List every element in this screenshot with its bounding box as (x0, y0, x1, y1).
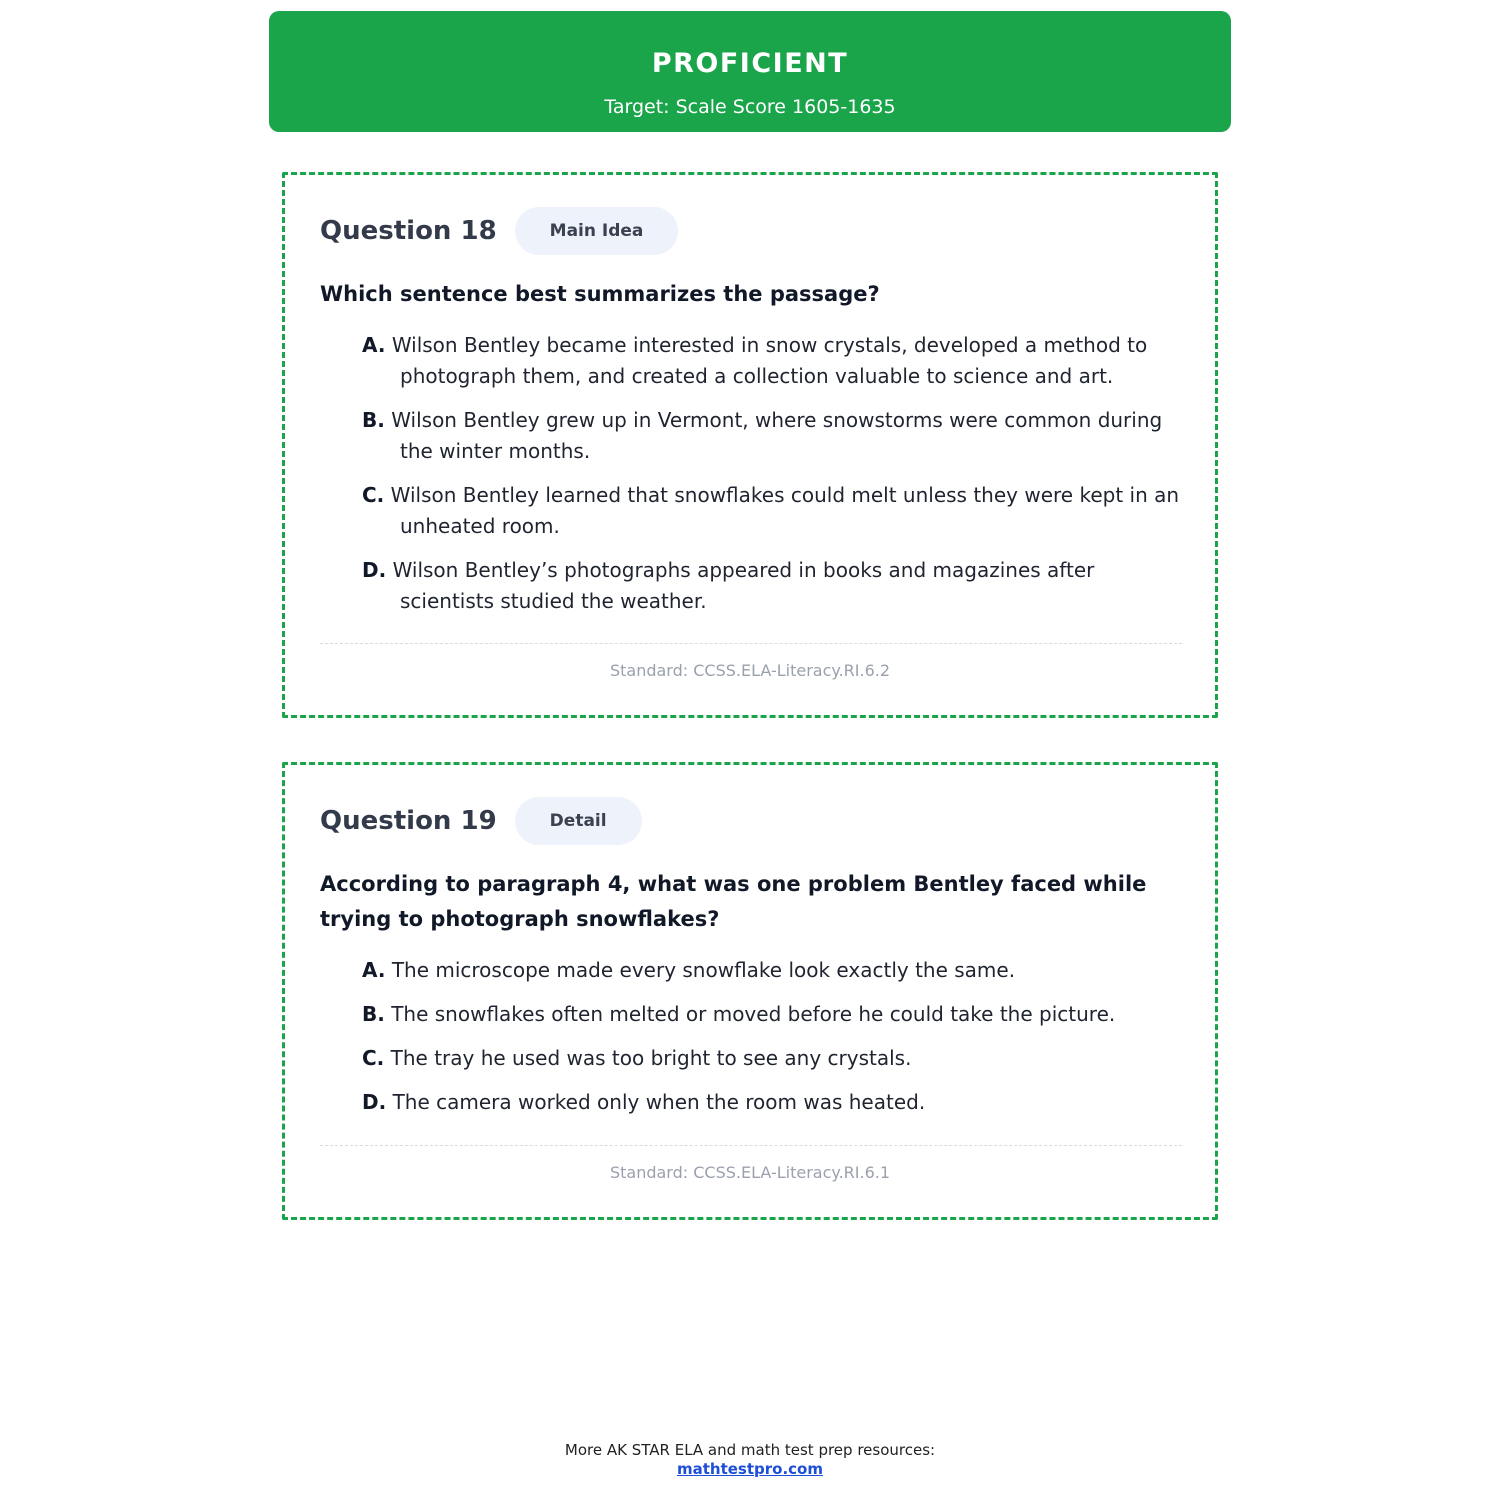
question-title: Question 18 (320, 216, 497, 246)
option-text: Wilson Bentley’s photographs appeared in books and magazines after scientists studied the weather. (392, 558, 1095, 613)
footer-text: More AK STAR ELA and math test prep resources: (564, 1441, 936, 1459)
answer-options (362, 955, 1192, 1131)
skill-tag: Main Idea (515, 207, 679, 255)
option-letter: B. (362, 408, 385, 432)
option-text: The microscope made every snowflake look exactly the same. (391, 958, 1016, 982)
option-letter: C. (362, 1046, 385, 1070)
answer-option-b[interactable] (362, 999, 1192, 1030)
question-header (320, 797, 642, 845)
question-card-19 (282, 762, 1218, 1220)
target-score: Target: Scale Score 1605-1635 (604, 96, 896, 118)
question-prompt: Which sentence best summarizes the passage? (320, 282, 880, 306)
option-letter: B. (362, 1002, 385, 1026)
question-header (320, 207, 678, 255)
question-prompt: According to paragraph 4, what was one problem Bentley faced while trying to photograph snowflakes? (320, 872, 1147, 931)
option-letter: D. (362, 558, 387, 582)
standard-label: Standard: CCSS.ELA-Literacy.RI.6.2 (609, 661, 891, 680)
answer-option-c[interactable] (362, 1043, 1192, 1074)
question-title: Question 19 (320, 806, 497, 836)
option-text: The camera worked only when the room was heated. (392, 1090, 926, 1114)
divider (320, 643, 1182, 644)
answer-option-b[interactable] (362, 405, 1192, 467)
option-text: The tray he used was too bright to see any crystals. (390, 1046, 912, 1070)
answer-option-d[interactable] (362, 555, 1192, 617)
option-letter: D. (362, 1090, 387, 1114)
option-text: Wilson Bentley became interested in snow crystals, developed a method to photograph them, and created a collection valuable to science and art. (391, 333, 1148, 388)
answer-option-d[interactable] (362, 1087, 1192, 1118)
level-title: PROFICIENT (651, 48, 849, 79)
option-letter: A. (362, 958, 386, 982)
option-text: The snowflakes often melted or moved before he could take the picture. (391, 1002, 1116, 1026)
option-text: Wilson Bentley learned that snowflakes could melt unless they were kept in an unheated room. (390, 483, 1180, 538)
footer-link[interactable]: mathtestpro.com (676, 1460, 823, 1478)
footer (0, 1441, 1500, 1479)
answer-option-a[interactable] (362, 330, 1192, 392)
option-letter: C. (362, 483, 385, 507)
answer-option-a[interactable] (362, 955, 1192, 986)
standard-label: Standard: CCSS.ELA-Literacy.RI.6.1 (609, 1163, 891, 1182)
option-text: Wilson Bentley grew up in Vermont, where snowstorms were common during the winter months. (391, 408, 1163, 463)
skill-tag: Detail (515, 797, 642, 845)
question-card-18 (282, 172, 1218, 718)
option-letter: A. (362, 333, 386, 357)
level-banner (269, 11, 1231, 132)
answer-option-c[interactable] (362, 480, 1192, 542)
divider (320, 1145, 1182, 1146)
answer-options (362, 330, 1192, 630)
